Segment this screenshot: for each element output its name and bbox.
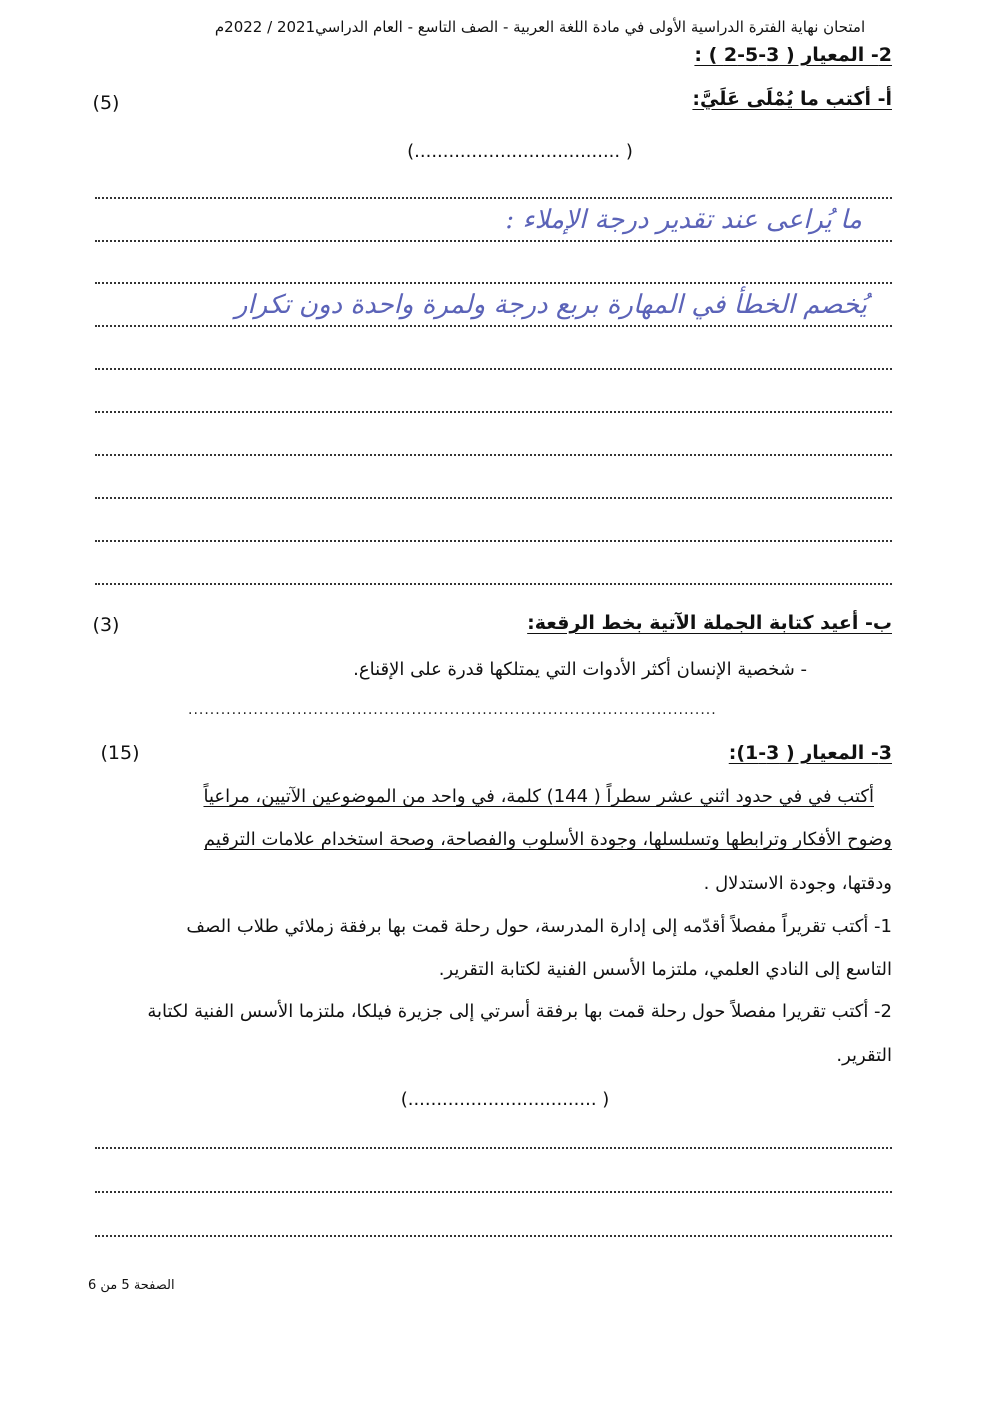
instruction-line-1: أكتب في في حدود اثني عشر سطراً ( 144) كلمة، في واحد من الموضوعين الآتيين، مراعياً <box>203 786 874 807</box>
topic-1-line-2: التاسع إلى النادي العلمي، ملتزما الأسس الفنية لكتابة التقرير. <box>438 959 892 980</box>
instruction-line-3: ودقتها، وجودة الاستدلال . <box>703 873 892 894</box>
writing-line <box>95 454 892 456</box>
topic-1-line-1: 1- أكتب تقريراً مفصلاً أقدّمه إلى إدارة المدرسة، حول رحلة قمت بها برفقة زملائي طلاب الصف <box>186 916 892 937</box>
essay-line <box>95 1147 892 1149</box>
writing-line <box>95 197 892 199</box>
writing-line <box>95 325 892 327</box>
exam-header: امتحان نهاية الفترة الدراسية الأولى في مادة اللغة العربية - الصف التاسع - العام الدراسي2021 / 2022م <box>214 18 866 36</box>
writing-line <box>95 411 892 413</box>
section-2-heading: 2- المعيار ( 3-5-2 ) : <box>694 44 892 66</box>
handwritten-note-2: يُخصم الخطأ في المهارة بربع درجة ولمرة واحدة دون تكرار <box>234 290 867 320</box>
topic-2-line-1: 2- أكتب تقريرا مفصلاً حول رحلة قمت بها برفقة أسرتي إلى جزيرة فيلكا، ملتزما الأسس الفنية لكتابة <box>147 1001 892 1022</box>
essay-title-placeholder: (................................. ) <box>400 1089 610 1110</box>
part-b-label: ب- أعيد كتابة الجملة الآتية بخط الرقعة: <box>527 612 892 634</box>
essay-line <box>95 1235 892 1237</box>
topic-2-line-2: التقرير. <box>836 1045 892 1066</box>
part-a-label: أ- أكتب ما يُمْلَى عَلَيَّ: <box>692 88 892 110</box>
instruction-line-2: وضوح الأفكار وترابطها وتسلسلها، وجودة الأسلوب والفصاحة، وصحة استخدام علامات الترقيم <box>203 829 892 850</box>
writing-line <box>95 583 892 585</box>
part-b-mark: (3) <box>92 614 120 636</box>
page-number: الصفحة 5 من 6 <box>88 1278 175 1293</box>
part-a-mark: (5) <box>92 92 120 114</box>
writing-line <box>95 497 892 499</box>
essay-line <box>95 1191 892 1193</box>
writing-line <box>95 368 892 370</box>
section-3-mark: (15) <box>100 742 140 764</box>
rewrite-sentence: - شخصية الإنسان أكثر الأدوات التي يمتلكها قدرة على الإقناع. <box>353 659 807 680</box>
writing-line <box>95 282 892 284</box>
rewrite-answer-line: ................................................................................................. <box>188 702 717 718</box>
handwritten-note-1: ما يُراعى عند تقدير درجة الإملاء : <box>505 205 862 235</box>
writing-line <box>95 240 892 242</box>
section-3-heading: 3- المعيار ( 3-1): <box>728 742 892 764</box>
writing-line <box>95 540 892 542</box>
dictation-title-placeholder: (.................................... ) <box>407 141 633 162</box>
